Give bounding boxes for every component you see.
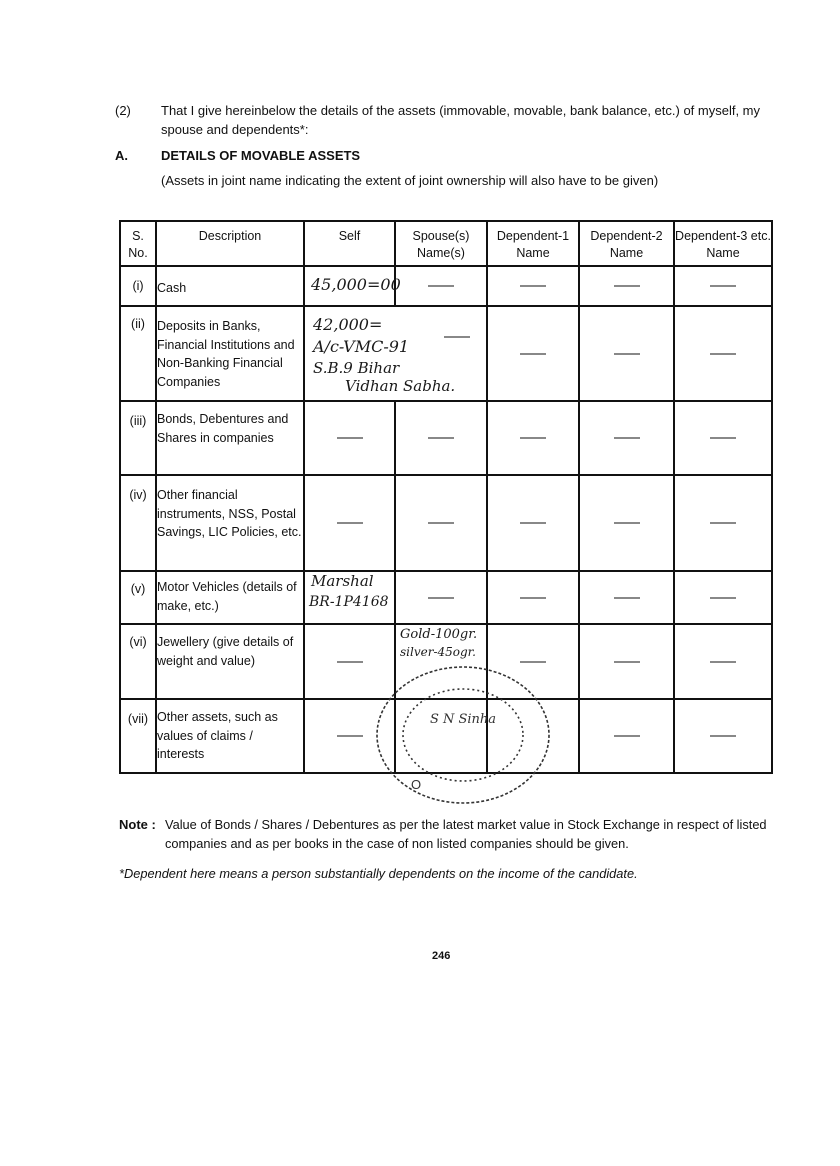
handwritten-jewellery-line-2: silver-45ogr.	[400, 645, 476, 659]
section-title: DETAILS OF MOVABLE ASSETS	[161, 148, 361, 163]
row-sno: (i)	[120, 266, 156, 306]
handwritten-jewellery-line-1: Gold-100gr.	[400, 627, 478, 642]
dash-mark	[614, 736, 640, 737]
dash-mark	[428, 523, 454, 524]
header-sno: S. No.	[120, 221, 156, 266]
cell-dependent-2	[579, 571, 674, 624]
row-sno: (iii)	[120, 401, 156, 475]
cell-spouse	[395, 475, 487, 571]
dash-mark	[710, 736, 736, 737]
row-description: Motor Vehicles (details of make, etc.)	[156, 571, 304, 624]
row-sno: (vii)	[120, 699, 156, 773]
header-dependent-3: Dependent-3 etc. Name	[674, 221, 772, 266]
handwritten-cash-amount: 45,000=00	[311, 275, 401, 294]
header-dependent-2: Dependent-2 Name	[579, 221, 674, 266]
cell-dependent-1	[487, 571, 579, 624]
dash-mark	[520, 661, 546, 662]
table-header-row	[120, 221, 772, 266]
dash-mark	[520, 438, 546, 439]
dash-mark	[614, 438, 640, 439]
table-row	[120, 699, 772, 773]
dependent-footnote: *Dependent here means a person substantially dependents on the income of the candidate.	[119, 866, 638, 881]
cell-dependent-1	[487, 306, 579, 401]
row-sno: (iv)	[120, 475, 156, 571]
cell-dependent-1	[487, 401, 579, 475]
handwritten-deposit-line-2: A/c-VMC-91	[313, 337, 410, 356]
header-self: Self	[304, 221, 395, 266]
dash-mark	[614, 661, 640, 662]
section-subtitle: (Assets in joint name indicating the extent of joint ownership will also have to be given)	[161, 173, 659, 188]
cell-spouse	[395, 624, 487, 699]
dash-mark	[520, 523, 546, 524]
handwritten-vehicle-line-1: Marshal	[311, 572, 374, 590]
handwritten-deposit-line-3: S.B.9 Bihar	[313, 359, 400, 377]
dash-mark	[520, 286, 546, 287]
header-spouse: Spouse(s) Name(s)	[395, 221, 487, 266]
dash-mark	[520, 353, 546, 354]
dash-mark	[614, 286, 640, 287]
intro-text: That I give hereinbelow the details of the assets (immovable, movable, bank balance, etc.) of myself, my spouse and dependents*:	[161, 103, 761, 137]
cell-self	[304, 571, 395, 624]
cell-dependent-1	[487, 699, 579, 773]
header-description: Description	[156, 221, 304, 266]
cell-dependent-1	[487, 624, 579, 699]
dash-mark	[337, 438, 363, 439]
dash-mark	[710, 523, 736, 524]
dash-mark	[614, 353, 640, 354]
cell-self	[304, 266, 401, 306]
row-sno: (vi)	[120, 624, 156, 699]
cell-spouse	[395, 266, 487, 306]
table-row	[120, 475, 772, 571]
handwritten-deposit-line-1: 42,000=	[313, 315, 383, 334]
dash-mark	[520, 597, 546, 598]
cell-dependent-1	[487, 475, 579, 571]
cell-dependent-3	[674, 699, 772, 773]
dash-mark	[710, 438, 736, 439]
note-text: Value of Bonds / Shares / Debentures as per the latest market value in Stock Exchange in respect of listed companies and as per books in the case of non listed companies should be given.	[165, 817, 767, 851]
dash-mark	[614, 523, 640, 524]
dash-mark	[710, 661, 736, 662]
stamp-circle-mark: O	[411, 777, 422, 792]
movable-assets-table	[119, 220, 773, 774]
row-description: Other financial instruments, NSS, Postal Savings, LIC Policies, etc.	[156, 475, 304, 571]
page-number: 246	[432, 950, 451, 962]
cell-spouse	[395, 699, 487, 773]
cell-self-spouse	[304, 306, 487, 401]
cell-dependent-2	[579, 266, 674, 306]
row-description: Bonds, Debentures and Shares in companies	[156, 401, 304, 475]
cell-dependent-2	[579, 699, 674, 773]
table-row	[120, 306, 772, 401]
dash-mark	[337, 736, 363, 737]
table-row	[120, 624, 772, 699]
cell-dependent-2	[579, 401, 674, 475]
table-row	[120, 266, 772, 306]
stamp-name: S N Sinha	[429, 712, 497, 727]
header-dependent-1: Dependent-1 Name	[487, 221, 579, 266]
row-description: Cash	[156, 266, 304, 306]
cell-self	[304, 475, 395, 571]
cell-dependent-3	[674, 624, 772, 699]
dash-mark	[444, 337, 470, 338]
row-description: Deposits in Banks, Financial Institutions and Non-Banking Financial Companies	[156, 306, 304, 401]
dash-mark	[710, 353, 736, 354]
cell-dependent-2	[579, 306, 674, 401]
dash-mark	[428, 286, 454, 287]
note-label: Note :	[119, 817, 156, 832]
cell-dependent-3	[674, 306, 772, 401]
cell-self	[304, 401, 395, 475]
cell-spouse	[395, 571, 487, 624]
row-description: Other assets, such as values of claims / interests	[156, 699, 304, 773]
cell-dependent-2	[579, 624, 674, 699]
table-row	[120, 571, 772, 624]
dash-mark	[337, 523, 363, 524]
dash-mark	[614, 597, 640, 598]
cell-dependent-1	[487, 266, 579, 306]
cell-self	[304, 624, 395, 699]
row-description: Jewellery (give details of weight and value)	[156, 624, 304, 699]
cell-self	[304, 699, 395, 773]
cell-dependent-3	[674, 266, 772, 306]
cell-spouse	[395, 401, 487, 475]
table-row	[120, 401, 772, 475]
handwritten-deposit-line-4: Vidhan Sabha.	[345, 377, 456, 395]
cell-dependent-3	[674, 401, 772, 475]
section-letter: A.	[115, 148, 128, 163]
row-sno: (v)	[120, 571, 156, 624]
cell-dependent-2	[579, 475, 674, 571]
cell-dependent-3	[674, 571, 772, 624]
dash-mark	[710, 597, 736, 598]
handwritten-vehicle-line-2: BR-1P4168	[309, 594, 389, 610]
dash-mark	[710, 286, 736, 287]
cell-dependent-3	[674, 475, 772, 571]
dash-mark	[337, 661, 363, 662]
dash-mark	[428, 438, 454, 439]
row-sno: (ii)	[120, 306, 156, 401]
dash-mark	[428, 597, 454, 598]
intro-number: (2)	[115, 103, 131, 118]
